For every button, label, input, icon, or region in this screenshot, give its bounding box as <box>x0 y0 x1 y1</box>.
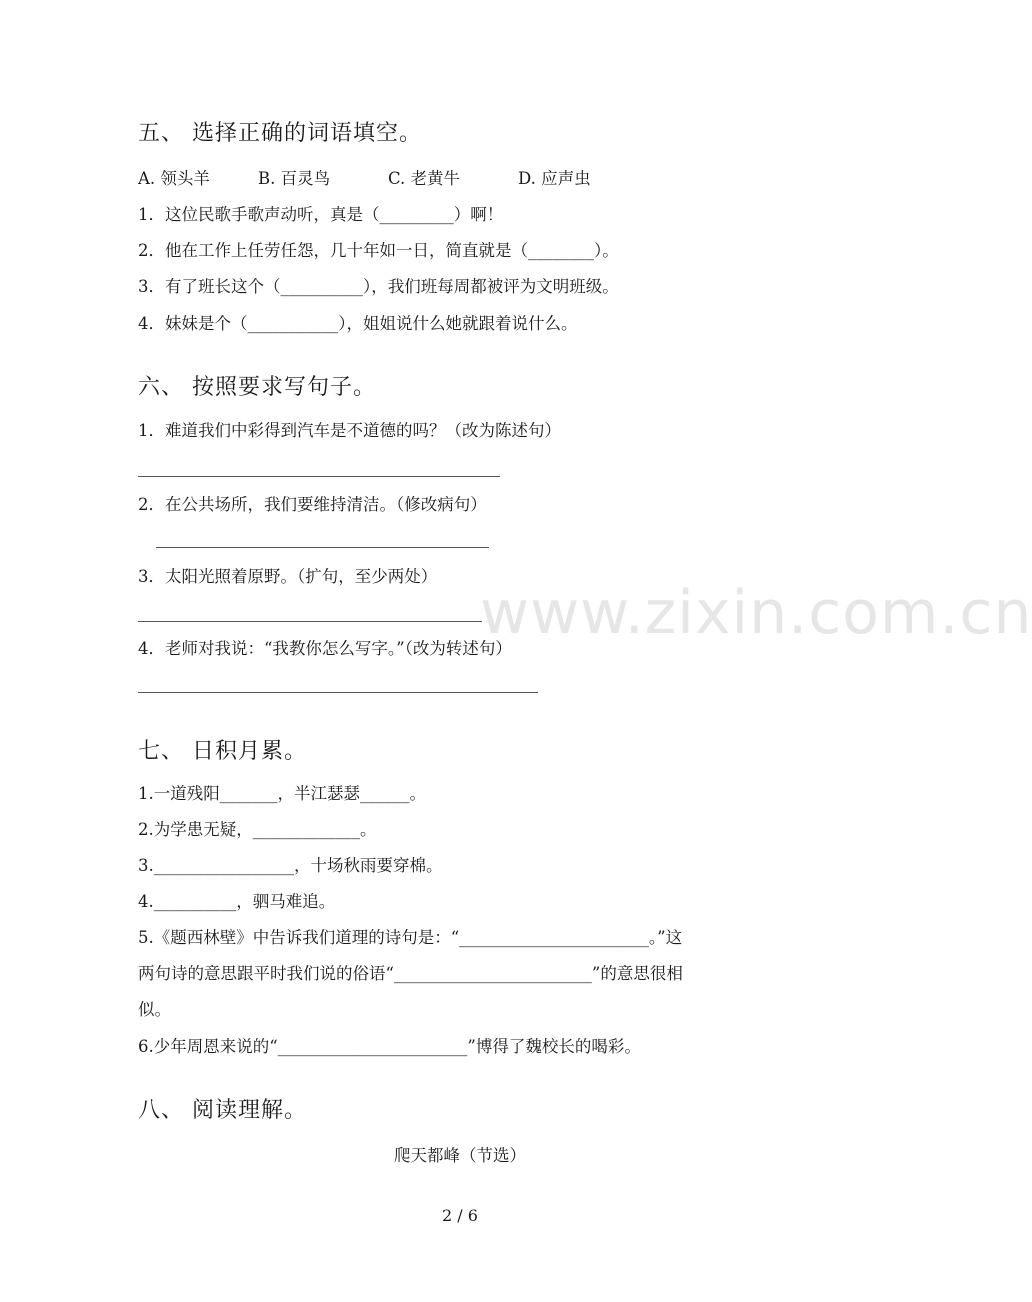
s6-item-4: 4．老师对我说：“我教你怎么写字。”（改为转述句） <box>138 639 512 658</box>
s7-item-5-cont: 两句诗的意思跟平时我们说的俗语“________________________”的意思很相 <box>138 964 683 983</box>
answer-line-4 <box>138 692 538 693</box>
s7-item-2: 2.为学患无疑，_____________。 <box>138 820 377 839</box>
section-5-heading: 五、 选择正确的词语填空。 <box>138 121 422 146</box>
option-c: C. 老黄牛 <box>388 169 461 188</box>
section-7-heading: 七、 日积月累。 <box>138 739 307 764</box>
s7-item-1: 1.一道残阳_______，半江瑟瑟______。 <box>138 784 426 803</box>
option-a: A. 领头羊 <box>138 169 210 188</box>
s5-item-2: 2．他在工作上任劳任怨，几十年如一日，简直就是（________）。 <box>138 241 619 260</box>
section-8-heading: 八、 阅读理解。 <box>138 1098 307 1123</box>
s5-item-4: 4．妹妹是个（___________），姐姐说什么她就跟着说什么。 <box>138 314 578 333</box>
s5-item-3: 3．有了班长这个（__________），我们班每周都被评为文明班级。 <box>138 277 619 296</box>
option-b: B. 百灵鸟 <box>258 169 331 188</box>
s7-item-4: 4.__________，驷马难追。 <box>138 892 336 911</box>
section-6-heading: 六、 按照要求写句子。 <box>138 375 376 400</box>
s7-item-6: 6.少年周恩来说的“_______________________”博得了魏校长的喝彩。 <box>138 1037 641 1056</box>
answer-line-2 <box>156 547 489 548</box>
s7-item-5: 5.《题西林壁》中告诉我们道理的诗句是：“_______________________。”这 <box>138 928 683 947</box>
word-options <box>138 168 591 190</box>
answer-line-3 <box>138 621 482 622</box>
s6-item-2: 2．在公共场所，我们要维持清洁。（修改病句） <box>138 495 487 514</box>
s6-item-1: 1．难道我们中彩得到汽车是不道德的吗？（改为陈述句） <box>138 421 561 440</box>
answer-line-1 <box>138 476 500 477</box>
watermark: www.zixin.com.cn <box>480 578 1032 648</box>
page-number: 2 / 6 <box>442 1206 478 1225</box>
s7-item-5-end: 似。 <box>138 1000 171 1019</box>
s6-item-3: 3．太阳光照着原野。（扩句，至少两处） <box>138 567 438 586</box>
passage-title: 爬天都峰（节选） <box>394 1146 526 1165</box>
option-d: D. 应声虫 <box>518 169 591 188</box>
s5-item-1: 1．这位民歌手歌声动听，真是（_________）啊！ <box>138 205 504 224</box>
s7-item-3: 3._________________，十场秋雨要穿棉。 <box>138 856 443 875</box>
